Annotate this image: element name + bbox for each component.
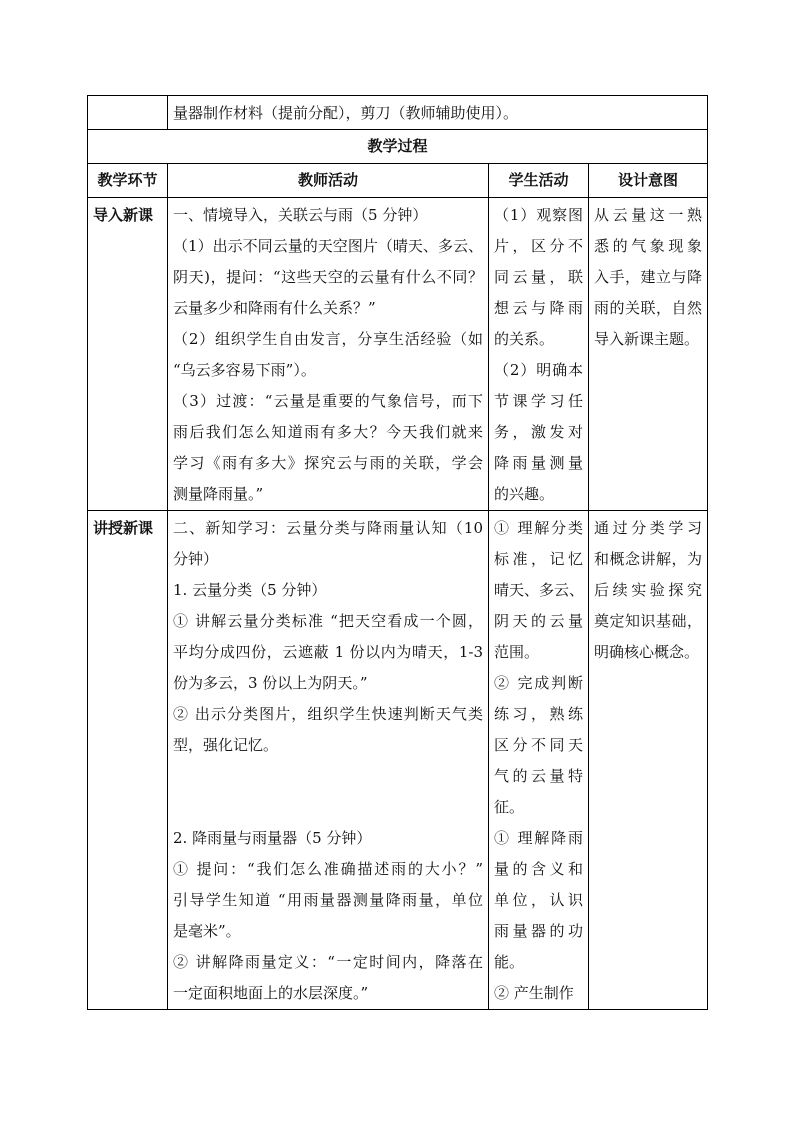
header-student: 学生活动 — [489, 164, 589, 198]
text-line: 的关系。 — [494, 330, 555, 348]
text-line: 云量多少和降雨有什么关系？” — [173, 299, 376, 317]
text-line: 导入新课主题。 — [594, 330, 700, 348]
text-line: ① 讲解云量分类标准 “把天空看成一个圆， — [173, 612, 483, 630]
text-line: 的兴趣。 — [494, 485, 555, 503]
text-line: 引导学生知道 “用雨量器测量降雨量，单位 — [173, 891, 483, 909]
text-line: 务，激发对 — [494, 423, 583, 441]
design-intent-cell — [589, 198, 708, 511]
text-line: ② 讲解降雨量定义：“一定时间内，降落在 — [173, 953, 483, 971]
text-line: 降雨量测量 — [494, 454, 583, 472]
text-line: 一、情境导入，关联云与雨（5 分钟） — [173, 206, 428, 224]
text-line: 明确核心概念。 — [594, 643, 700, 661]
section-title-row — [88, 130, 708, 164]
teacher-activity — [168, 511, 488, 1009]
text-line: 型，强化记忆。 — [173, 736, 279, 754]
materials-cell — [168, 96, 708, 130]
text-line: （3）过渡：“云量是重要的气象信号，而下 — [173, 392, 483, 410]
text-line: （1）出示不同云量的天空图片（晴天、多云、 — [173, 237, 483, 255]
text-line: 分钟） — [173, 550, 219, 568]
text-line: 雨量器的功 — [494, 922, 583, 940]
text-line: 练习，熟练 — [494, 705, 583, 723]
text-line: 学习《雨有多大》探究云与雨的关联，学会 — [173, 454, 483, 472]
text-line: 2. 降雨量与雨量器（5 分钟） — [173, 829, 372, 847]
text-line: 区分不同天 — [494, 736, 583, 754]
teacher-activity — [168, 198, 488, 510]
text-line: ① 提问：“我们怎么准确描述雨的大小？” — [173, 860, 483, 878]
text-line: ② 完成判断 — [494, 674, 583, 692]
text-line: 测量降雨量。” — [173, 485, 264, 503]
text-line: ① 理解分类 — [494, 519, 583, 537]
table-row — [88, 511, 708, 1010]
text-line: 一定面积地面上的水层深度。” — [173, 984, 369, 1002]
student-activity-cell — [489, 198, 589, 511]
header-teacher: 教师活动 — [168, 164, 489, 198]
student-activity — [489, 198, 588, 510]
text-line: 能。 — [494, 953, 525, 971]
text-line: ① 理解降雨 — [494, 829, 583, 847]
materials-row — [88, 96, 708, 130]
student-activity — [489, 511, 588, 1009]
materials-text: 量器制作材料（提前分配），剪刀（教师辅助使用）。 — [173, 104, 519, 122]
text-line: 节课学习任 — [494, 392, 583, 410]
text-line: ② 产生制作 — [494, 984, 574, 1002]
text-line: 标准，记忆 — [494, 550, 583, 568]
text-line: 和概念讲解，为 — [594, 550, 702, 568]
table-row — [88, 198, 708, 511]
text-line: 单位，认识 — [494, 891, 583, 909]
header-stage: 教学环节 — [88, 164, 168, 198]
text-line: （2）明确本 — [494, 361, 583, 379]
section-title: 教学过程 — [367, 137, 428, 155]
text-line: 后续实验探究 — [594, 581, 702, 599]
text-line: 二、新知学习：云量分类与降雨量认知（10 — [173, 519, 483, 537]
design-intent — [589, 198, 707, 355]
text-line: 阴天)，提问：“这些天空的云量有什么不同？ — [173, 268, 483, 286]
text-line: 片，区分不 — [494, 237, 583, 255]
text-line: 量的含义和 — [494, 860, 583, 878]
text-line: 阴天的云量 — [494, 612, 583, 630]
teacher-activity-cell — [168, 511, 489, 1010]
text-line: 征。 — [494, 798, 525, 816]
text-line: 是毫米”。 — [173, 922, 241, 940]
text-line: 奠定知识基础， — [594, 612, 702, 630]
header-row — [88, 164, 708, 198]
text-line: 雨后我们怎么知道雨有多大？今天我们就来 — [173, 423, 483, 441]
text-line: 气的云量特 — [494, 767, 583, 785]
text-line: 雨的关联，自然 — [594, 299, 702, 317]
spacer — [173, 761, 483, 823]
stage-cell — [88, 198, 168, 511]
text-line: 晴天、多云、 — [494, 581, 585, 599]
text-line: （1）观察图 — [494, 206, 583, 224]
lesson-plan-table — [87, 95, 708, 1010]
text-line: 从云量这一熟 — [594, 206, 702, 224]
text-line: 份为多云，3 份以上为阴天。” — [173, 674, 368, 692]
text-line: 想云与降雨 — [494, 299, 583, 317]
design-intent-cell — [589, 511, 708, 1010]
text-line: 悉的气象现象 — [594, 237, 702, 255]
materials-label-cell — [88, 96, 168, 130]
teacher-activity-cell — [168, 198, 489, 511]
text-line: 通过分类学习 — [594, 519, 702, 537]
text-line: 入手，建立与降 — [594, 268, 702, 286]
text-line: 平均分成四份，云遮蔽 1 份以内为晴天，1-3 — [173, 643, 483, 661]
text-line: 范围。 — [494, 643, 540, 661]
header-intent: 设计意图 — [589, 164, 708, 198]
section-title-cell — [88, 130, 708, 164]
text-line: ② 出示分类图片，组织学生快速判断天气类 — [173, 705, 483, 723]
text-line: “乌云多容易下雨”）。 — [173, 361, 316, 379]
stage-label: 讲授新课 — [93, 519, 154, 537]
student-activity-cell — [489, 511, 589, 1010]
text-line: 同云量，联 — [494, 268, 583, 286]
text-line: 1. 云量分类（5 分钟） — [173, 581, 327, 599]
stage-label: 导入新课 — [93, 206, 154, 224]
design-intent — [589, 511, 707, 668]
text-line: （2）组织学生自由发言，分享生活经验（如 — [173, 330, 483, 348]
stage-cell — [88, 511, 168, 1010]
